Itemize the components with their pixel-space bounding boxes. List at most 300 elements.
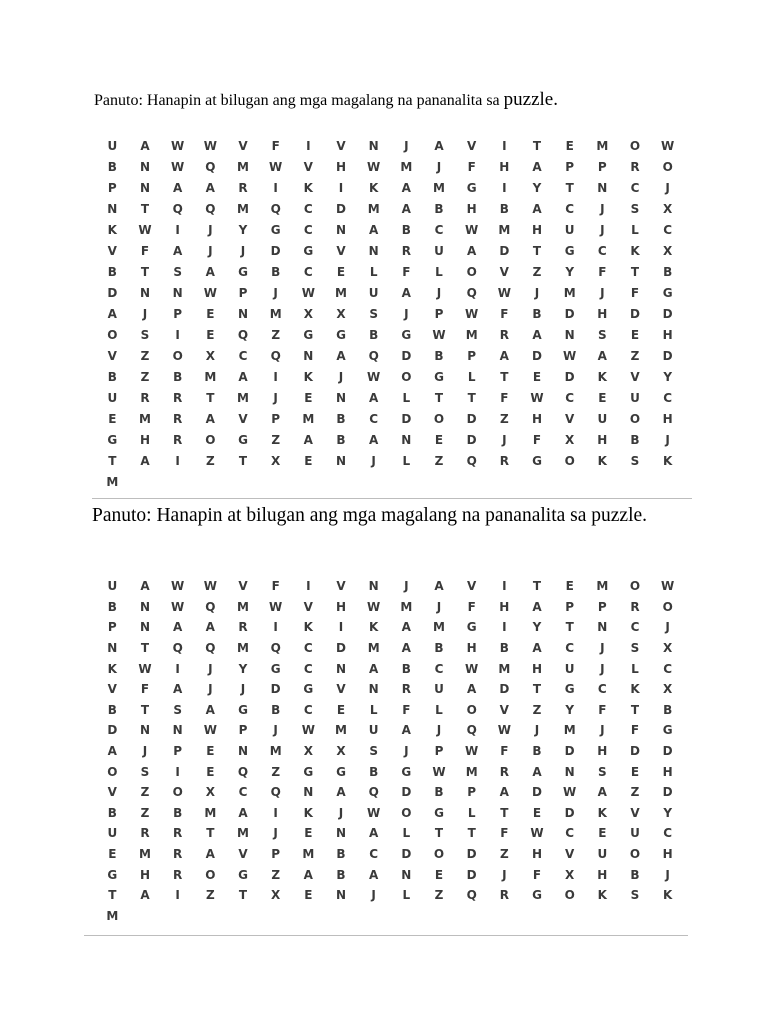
puzzle-letter: J — [404, 306, 409, 321]
puzzle-letter: C — [630, 180, 640, 195]
puzzle-letter: J — [273, 723, 278, 738]
puzzle-letter: O — [107, 764, 118, 779]
puzzle-letter: B — [336, 433, 346, 448]
puzzle-letter: F — [532, 433, 542, 448]
puzzle-letter: M — [237, 826, 249, 841]
puzzle-letter: V — [630, 370, 640, 385]
puzzle-letter: U — [368, 285, 379, 300]
puzzle-letter: U — [107, 579, 118, 594]
puzzle-letter: H — [139, 867, 151, 882]
puzzle-letter: Q — [205, 159, 216, 174]
puzzle-letter: R — [173, 867, 183, 882]
puzzle-letter: N — [237, 743, 249, 758]
puzzle-letter: P — [173, 306, 183, 321]
puzzle-letter: E — [206, 743, 215, 758]
puzzle-letter: J — [273, 826, 278, 841]
puzzle-letter: I — [502, 180, 507, 195]
puzzle-letter: B — [532, 306, 542, 321]
puzzle-letter: Y — [663, 370, 673, 385]
puzzle-letter: Z — [499, 412, 509, 427]
puzzle-letter: D — [499, 243, 510, 258]
puzzle-letter: L — [467, 805, 476, 820]
puzzle-letter: C — [663, 661, 673, 676]
puzzle-letter: M — [237, 201, 249, 216]
puzzle-letter: C — [434, 661, 444, 676]
puzzle-letter: W — [171, 599, 185, 614]
puzzle-letter: V — [303, 159, 313, 174]
puzzle-letter: V — [238, 846, 248, 861]
puzzle-letter: B — [107, 264, 117, 279]
puzzle-letter: C — [303, 702, 313, 717]
puzzle-letter: R — [499, 888, 509, 903]
puzzle-letter: E — [532, 805, 542, 820]
puzzle-letter: Z — [140, 349, 150, 364]
puzzle-letter: M — [400, 599, 413, 614]
puzzle-letter: Q — [466, 723, 477, 738]
instruction-text-bottom: Panuto: Hanapin at bilugan ang mga magalang na pananalita sa puzzle. — [92, 505, 648, 526]
puzzle-letter: Q — [237, 764, 249, 779]
puzzle-letter: O — [433, 412, 445, 427]
puzzle-letter: J — [240, 682, 246, 697]
puzzle-letter: Q — [270, 641, 281, 656]
puzzle-letter: E — [630, 328, 640, 343]
puzzle-letter: O — [629, 846, 641, 861]
puzzle-letter: C — [303, 264, 313, 279]
puzzle-letter: P — [434, 743, 444, 758]
puzzle-letter: W — [171, 579, 185, 594]
puzzle-letter: Q — [205, 201, 216, 216]
puzzle-letter: Z — [499, 846, 509, 861]
puzzle-letter: L — [369, 264, 378, 279]
puzzle-letter: U — [107, 138, 118, 153]
puzzle-letter: M — [139, 846, 151, 861]
puzzle-letter: N — [303, 785, 314, 800]
puzzle-letter: J — [600, 285, 605, 300]
puzzle-letter: J — [436, 159, 442, 174]
puzzle-letter: M — [498, 661, 511, 676]
puzzle-letter: G — [434, 370, 444, 385]
puzzle-letter: J — [534, 285, 540, 300]
puzzle-letter: E — [304, 454, 313, 469]
puzzle-letter: D — [270, 682, 281, 697]
puzzle-letter: A — [205, 620, 215, 635]
puzzle-letter: Y — [532, 180, 542, 195]
puzzle-letter: F — [500, 391, 509, 406]
puzzle-letter: N — [139, 180, 151, 195]
puzzle-letter: F — [271, 138, 280, 153]
puzzle-letter: S — [140, 764, 150, 779]
puzzle-letter: W — [269, 159, 283, 174]
puzzle-letter: G — [238, 702, 248, 717]
puzzle-letter: V — [336, 243, 346, 258]
puzzle-letter: E — [598, 826, 607, 841]
puzzle-letter: J — [338, 805, 344, 820]
puzzle-letter: G — [401, 328, 412, 343]
puzzle-letter: R — [140, 826, 150, 841]
puzzle-letter: A — [140, 888, 150, 903]
puzzle-letter: E — [206, 328, 215, 343]
puzzle-letter: S — [630, 201, 640, 216]
puzzle-letter: V — [499, 264, 509, 279]
divider-line — [84, 935, 688, 936]
puzzle-letter: F — [532, 867, 542, 882]
puzzle-letter: Y — [532, 620, 542, 635]
puzzle-letter: A — [205, 412, 215, 427]
puzzle-letter: T — [238, 888, 248, 903]
puzzle-letter: N — [139, 285, 151, 300]
puzzle-letter: D — [532, 785, 542, 800]
puzzle-letter: Z — [140, 370, 150, 385]
puzzle-letter: Z — [271, 328, 281, 343]
puzzle-letter: D — [401, 846, 412, 861]
puzzle-letter: V — [107, 243, 117, 258]
puzzle-letter: W — [367, 370, 381, 385]
puzzle-letter: O — [401, 805, 412, 820]
puzzle-letter: I — [175, 328, 180, 343]
puzzle-letter: O — [172, 785, 183, 800]
puzzle-letter: U — [107, 826, 118, 841]
puzzle-letter: B — [336, 867, 346, 882]
puzzle-letter: B — [434, 349, 444, 364]
puzzle-letter: H — [597, 867, 608, 882]
puzzle-letter: P — [565, 599, 575, 614]
puzzle-letter: N — [401, 867, 412, 882]
puzzle-letter: X — [565, 433, 575, 448]
puzzle-letter: T — [140, 641, 150, 656]
puzzle-letter: E — [532, 370, 542, 385]
puzzle-letter: F — [500, 306, 509, 321]
puzzle-letter: D — [107, 285, 118, 300]
puzzle-letter: E — [206, 764, 215, 779]
puzzle-letter: X — [303, 743, 313, 758]
puzzle-letter: Q — [172, 201, 183, 216]
puzzle-letter: R — [238, 620, 248, 635]
puzzle-letter: C — [597, 243, 607, 258]
puzzle-letter: Q — [368, 785, 379, 800]
puzzle-letter: K — [663, 888, 673, 903]
puzzle-letter: B — [271, 264, 281, 279]
puzzle-letter: J — [240, 243, 246, 258]
puzzle-letter: Y — [238, 661, 248, 676]
puzzle-letter: V — [467, 138, 477, 153]
puzzle-letter: T — [532, 138, 542, 153]
puzzle-letter: G — [466, 180, 477, 195]
puzzle-letter: D — [630, 306, 640, 321]
puzzle-letter: V — [336, 138, 346, 153]
puzzle-letter: M — [433, 180, 445, 195]
puzzle-letter: J — [600, 201, 605, 216]
puzzle-letter: B — [630, 867, 640, 882]
puzzle-letter: J — [600, 641, 605, 656]
puzzle-letter: B — [499, 641, 509, 656]
puzzle-letter: M — [465, 328, 478, 343]
puzzle-letter: K — [630, 682, 640, 697]
puzzle-letter: A — [597, 785, 607, 800]
puzzle-letter: Y — [238, 222, 248, 237]
puzzle-letter: G — [336, 764, 346, 779]
puzzle-letter: T — [238, 454, 248, 469]
puzzle-letter: S — [598, 764, 607, 779]
puzzle-letter: K — [107, 222, 117, 237]
puzzle-letter: K — [597, 454, 607, 469]
puzzle-letter: I — [306, 579, 311, 594]
puzzle-letter: E — [304, 826, 313, 841]
puzzle-letter: B — [107, 599, 117, 614]
puzzle-letter: H — [597, 433, 608, 448]
puzzle-letter: X — [336, 743, 346, 758]
puzzle-letter: V — [565, 412, 575, 427]
puzzle-letter: A — [205, 702, 215, 717]
puzzle-letter: Z — [271, 764, 281, 779]
puzzle-letter: S — [369, 743, 378, 758]
puzzle-letter: H — [597, 306, 608, 321]
puzzle-letter: T — [630, 702, 640, 717]
puzzle-letter: Q — [368, 349, 379, 364]
puzzle-letter: C — [565, 201, 575, 216]
puzzle-letter: O — [172, 349, 183, 364]
puzzle-letter: I — [273, 620, 278, 635]
puzzle-letter: D — [532, 349, 542, 364]
puzzle-letter: J — [208, 222, 213, 237]
puzzle-letter: J — [208, 661, 213, 676]
puzzle-letter: G — [303, 328, 314, 343]
puzzle-letter: W — [138, 661, 152, 676]
puzzle-letter: I — [175, 888, 180, 903]
puzzle-letter: H — [499, 159, 510, 174]
puzzle-letter: W — [138, 222, 152, 237]
puzzle-letter: B — [532, 743, 542, 758]
puzzle-letter: W — [465, 306, 479, 321]
puzzle-letter: P — [107, 620, 117, 635]
puzzle-letter: W — [203, 138, 217, 153]
puzzle-letter: W — [367, 159, 381, 174]
puzzle-letter: T — [532, 682, 542, 697]
puzzle-letter: B — [401, 222, 411, 237]
puzzle-letter: L — [435, 264, 443, 279]
puzzle-letter: F — [630, 285, 640, 300]
puzzle-letter: A — [401, 723, 411, 738]
puzzle-letter: M — [563, 723, 576, 738]
puzzle-letter: X — [663, 243, 673, 258]
puzzle-letter: D — [499, 682, 510, 697]
puzzle-letter: M — [139, 412, 151, 427]
puzzle-letter: A — [107, 306, 117, 321]
puzzle-letter: W — [171, 138, 185, 153]
puzzle-letter: G — [303, 682, 314, 697]
puzzle-letter: A — [369, 867, 379, 882]
puzzle-letter: N — [335, 222, 347, 237]
puzzle-letter: A — [238, 805, 248, 820]
puzzle-letter: G — [107, 867, 118, 882]
puzzle-letter: H — [662, 846, 673, 861]
puzzle-letter: N — [139, 723, 151, 738]
puzzle-letter: V — [107, 785, 117, 800]
puzzle-letter: C — [303, 201, 313, 216]
puzzle-letter: C — [369, 412, 379, 427]
puzzle-letter: S — [630, 454, 640, 469]
puzzle-letter: N — [564, 328, 575, 343]
puzzle-letter: C — [303, 641, 313, 656]
puzzle-letter: N — [172, 285, 183, 300]
puzzle-letter: A — [107, 743, 117, 758]
puzzle-letter: D — [466, 433, 477, 448]
puzzle-letter: D — [564, 743, 575, 758]
puzzle-letter: E — [336, 702, 346, 717]
puzzle-letter: P — [565, 159, 575, 174]
puzzle-letter: W — [203, 285, 217, 300]
puzzle-letter: A — [597, 349, 607, 364]
puzzle-letter: A — [173, 620, 183, 635]
puzzle-letter: B — [271, 702, 281, 717]
puzzle-letter: F — [140, 243, 150, 258]
puzzle-letter: W — [301, 285, 315, 300]
puzzle-letter: T — [467, 391, 476, 406]
puzzle-letter: D — [466, 867, 477, 882]
puzzle-letter: H — [662, 328, 673, 343]
puzzle-letter: Y — [565, 264, 575, 279]
puzzle-letter: J — [600, 723, 605, 738]
puzzle-letter: C — [303, 222, 313, 237]
puzzle-letter: G — [662, 723, 673, 738]
puzzle-letter: M — [367, 641, 380, 656]
puzzle-letter: J — [436, 723, 442, 738]
puzzle-letter: R — [401, 682, 411, 697]
puzzle-letter: G — [336, 328, 346, 343]
puzzle-letter: H — [662, 412, 673, 427]
puzzle-letter: M — [269, 743, 282, 758]
puzzle-letter: Z — [630, 349, 640, 364]
puzzle-letter: T — [467, 826, 476, 841]
puzzle-letter: T — [206, 826, 215, 841]
puzzle-letter: O — [466, 264, 477, 279]
puzzle-letter: G — [662, 285, 673, 300]
puzzle-letter: L — [369, 702, 378, 717]
puzzle-letter: N — [335, 454, 347, 469]
puzzle-letter: I — [175, 764, 180, 779]
puzzle-letter: A — [401, 620, 411, 635]
puzzle-letter: G — [434, 805, 444, 820]
puzzle-letter: J — [338, 370, 344, 385]
puzzle-letter: B — [336, 412, 346, 427]
puzzle-letter: W — [203, 723, 217, 738]
puzzle-letter: R — [173, 433, 183, 448]
puzzle-letter: G — [238, 433, 248, 448]
puzzle-letter: M — [335, 723, 347, 738]
puzzle-letter: U — [564, 661, 575, 676]
puzzle-letter: A — [401, 180, 411, 195]
puzzle-letter: I — [306, 138, 311, 153]
puzzle-letter: Z — [205, 454, 215, 469]
puzzle-letter: J — [371, 888, 376, 903]
puzzle-letter: U — [597, 412, 608, 427]
puzzle-letter: Q — [466, 285, 477, 300]
puzzle-letter: A — [140, 454, 150, 469]
puzzle-letter: F — [467, 159, 476, 174]
puzzle-letter: K — [303, 620, 313, 635]
puzzle-letter: N — [107, 201, 118, 216]
puzzle-letter: G — [107, 433, 118, 448]
puzzle-letter: J — [436, 285, 442, 300]
puzzle-letter: J — [665, 180, 670, 195]
puzzle-letter: T — [206, 391, 215, 406]
puzzle-letter: W — [530, 391, 544, 406]
puzzle-letter: A — [401, 285, 411, 300]
puzzle-letter: I — [175, 454, 180, 469]
puzzle-letter: J — [142, 743, 148, 758]
puzzle-letter: B — [173, 370, 183, 385]
puzzle-letter: D — [336, 641, 346, 656]
puzzle-letter: J — [665, 867, 670, 882]
puzzle-letter: N — [401, 433, 412, 448]
puzzle-letter: A — [401, 201, 411, 216]
puzzle-letter: C — [565, 391, 575, 406]
puzzle-letter: F — [271, 579, 280, 594]
puzzle-letter: L — [631, 222, 639, 237]
puzzle-letter: Z — [271, 867, 281, 882]
puzzle-letter: J — [273, 285, 278, 300]
puzzle-letter: J — [534, 723, 540, 738]
puzzle-letter: A — [369, 222, 379, 237]
puzzle-letter: B — [107, 159, 117, 174]
puzzle-letter: R — [401, 243, 411, 258]
puzzle-letter: E — [434, 433, 444, 448]
puzzle-letter: G — [238, 264, 248, 279]
puzzle-letter: V — [107, 682, 117, 697]
puzzle-letter: A — [532, 201, 542, 216]
puzzle-letter: C — [565, 641, 575, 656]
puzzle-letter: A — [336, 785, 346, 800]
puzzle-letter: U — [630, 826, 640, 841]
puzzle-letter: Q — [172, 641, 183, 656]
puzzle-letter: M — [204, 805, 217, 820]
puzzle-letter: H — [499, 599, 510, 614]
puzzle-letter: G — [532, 888, 542, 903]
puzzle-letter: Z — [140, 805, 150, 820]
puzzle-letter: L — [402, 888, 411, 903]
puzzle-letter: H — [466, 641, 477, 656]
puzzle-letter: B — [369, 764, 379, 779]
puzzle-letter: A — [238, 370, 248, 385]
puzzle-letter: I — [273, 805, 278, 820]
puzzle-letter: A — [369, 391, 379, 406]
puzzle-letter: V — [336, 579, 346, 594]
puzzle-letter: T — [565, 180, 574, 195]
puzzle-letter: N — [139, 599, 151, 614]
puzzle-letter: U — [434, 243, 444, 258]
puzzle-letter: E — [206, 306, 215, 321]
puzzle-letter: C — [663, 391, 673, 406]
puzzle-letter: R — [238, 180, 248, 195]
puzzle-letter: W — [661, 138, 675, 153]
puzzle-letter: V — [565, 846, 575, 861]
puzzle-letter: G — [564, 682, 575, 697]
puzzle-letter: N — [139, 159, 151, 174]
puzzle-letter: S — [369, 306, 378, 321]
puzzle-letter: Q — [205, 641, 216, 656]
puzzle-letter: I — [338, 180, 344, 195]
puzzle-letter: A — [140, 579, 150, 594]
puzzle-letter: A — [532, 641, 542, 656]
puzzle-letter: V — [467, 579, 477, 594]
puzzle-letter: N — [564, 764, 575, 779]
puzzle-letter: U — [107, 391, 118, 406]
puzzle-letter: F — [500, 743, 509, 758]
puzzle-letter: C — [663, 826, 673, 841]
puzzle-letter: N — [368, 579, 379, 594]
word-search-grid-top — [96, 135, 684, 493]
puzzle-letter: L — [402, 391, 411, 406]
puzzle-letter: B — [499, 201, 509, 216]
